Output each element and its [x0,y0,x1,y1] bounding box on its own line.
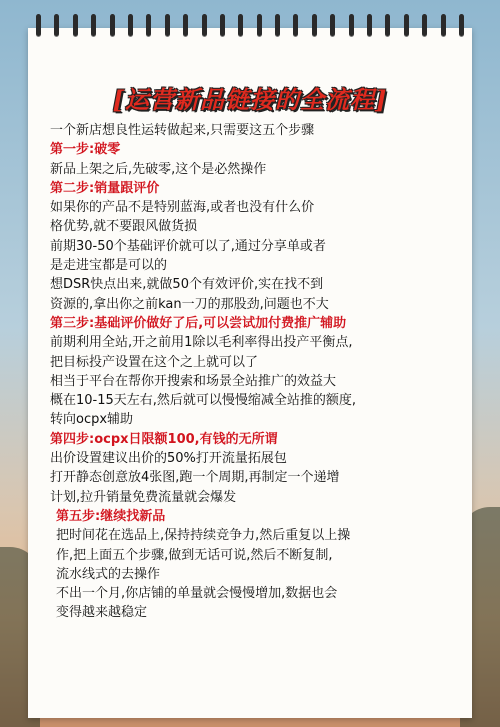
step-5-line: 不出一个月,你店铺的单量就会慢慢增加,数据也会 [56,586,338,602]
binder-ring-icon [128,14,133,36]
binder-ring-icon [73,14,78,36]
step-3-line: 概在10-15天左右,然后就可以慢慢缩减全站推的额度, [50,393,357,409]
step-2-line: 前期30-50个基础评价就可以了,通过分享单或者 [50,238,326,254]
step-2-line: 是走进宝都是可以的 [50,258,168,274]
step-5-line: 流水线式的去操作 [56,566,161,582]
binder-ring-icon [293,14,298,36]
step-4-line: 打开静态创意放4张图,跑一个周期,再制定一个递增 [50,470,340,486]
step-4-line: 出价设置建议出价的50%打开流量拓展包 [50,451,287,467]
step-4-line: 计划,拉升销量免费流量就会爆发 [50,489,237,505]
binder-rings [28,14,472,44]
binder-ring-icon [146,14,151,36]
binder-ring-icon [275,14,280,36]
intro-text: 一个新店想良性运转做起来,只需要这五个步骤 [50,123,315,138]
step-3-heading: 第三步:基础评价做好了后,可以尝试加付费推广辅助 [50,315,347,331]
binder-ring-icon [36,14,41,36]
note-card [28,28,472,718]
binder-ring-icon [422,14,427,36]
binder-ring-icon [459,14,464,36]
binder-ring-icon [330,14,335,36]
step-5-line: 把时间花在选品上,保持持续竞争力,然后重复以上操 [56,528,351,544]
binder-ring-icon [367,14,372,36]
step-2-line: 格优势,就不要跟风做货损 [50,219,198,235]
binder-ring-icon [165,14,170,36]
step-3-line: 相当于平台在帮你开搜索和场景全站推广的效益大 [50,373,337,389]
binder-ring-icon [110,14,115,36]
step-1-heading: 第一步:破零 [50,142,121,158]
binder-ring-icon [312,14,317,36]
binder-ring-icon [183,14,188,36]
binder-ring-icon [238,14,243,36]
binder-ring-icon [349,14,354,36]
step-5-line: 作,把上面五个步骤,做到无话可说,然后不断复制, [56,547,333,563]
step-3-line: 把目标投产设置在这个之上就可以了 [50,354,259,370]
step-5-line: 变得越来越稳定 [56,605,148,621]
step-5-heading: 第五步:继续找新品 [56,508,166,524]
binder-ring-icon [202,14,207,36]
binder-ring-icon [54,14,59,36]
step-2-line: 资源的,拿出你之前kan一刀的那股劲,问题也不大 [50,296,329,312]
step-2-heading: 第二步:销量跟评价 [50,180,160,196]
step-3-line: 前期利用全站,开之前用1除以毛利率得出投产平衡点, [50,335,353,351]
binder-ring-icon [404,14,409,36]
binder-ring-icon [257,14,262,36]
page-title: [运营新品链接的全流程] [112,85,388,114]
binder-ring-icon [220,14,225,36]
step-1-line: 新品上架之后,先破零,这个是必然操作 [50,161,267,177]
step-4-heading: 第四步:ocpx日限额100,有钱的无所谓 [50,431,278,447]
step-3-line: 转向ocpx辅助 [50,412,134,428]
step-2-line: 想DSR快点出来,就做50个有效评价,实在找不到 [50,277,324,293]
binder-ring-icon [441,14,446,36]
note-content [50,121,460,623]
binder-ring-icon [91,14,96,36]
step-2-line: 如果你的产品不是特别蓝海,或者也没有什么价 [50,200,315,216]
binder-ring-icon [385,14,390,36]
